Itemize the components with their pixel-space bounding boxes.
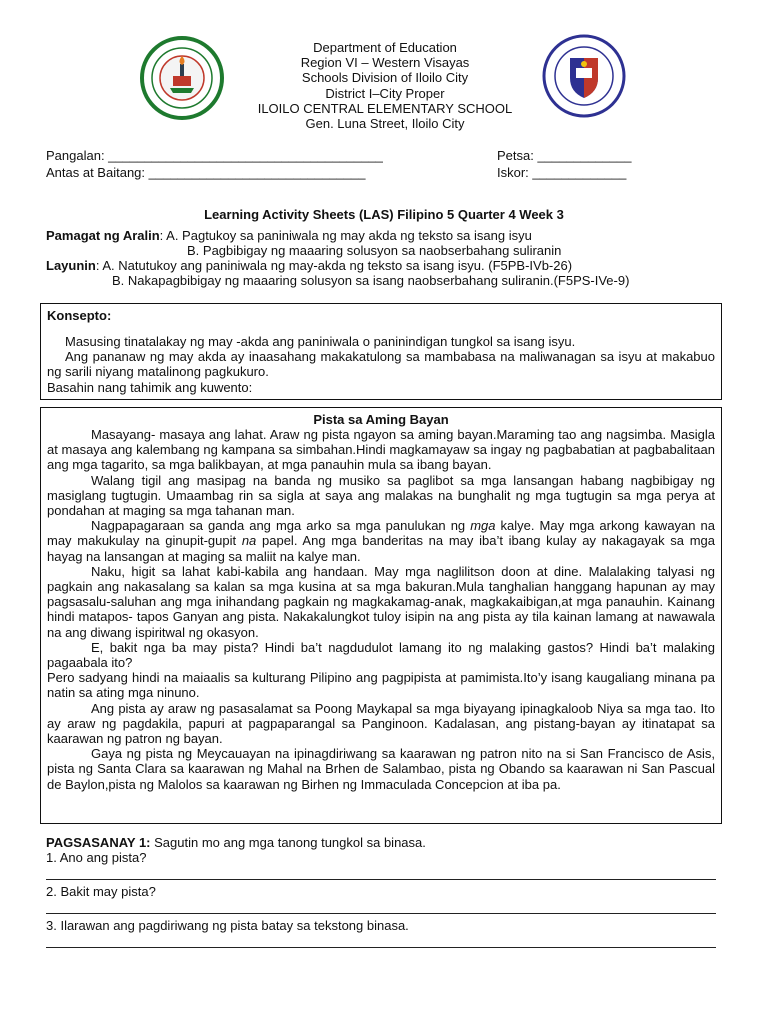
pagsasanay-instr: Sagutin mo ang mga tanong tungkol sa binasa.	[150, 835, 426, 850]
konsepto-label: Konsepto:	[47, 308, 112, 323]
pangalan-field[interactable]: Pangalan: ______________________________________	[46, 148, 383, 163]
header-line-1: Department of Education	[313, 40, 457, 55]
story-p3-italic-2: na	[241, 533, 257, 549]
antas-field[interactable]: Antas at Baitang: ______________________________	[46, 165, 366, 180]
las-title: Learning Activity Sheets (LAS) Filipino 5 Quarter 4 Week 3	[204, 207, 564, 222]
letterhead	[150, 40, 620, 131]
answer-line-3[interactable]	[46, 947, 716, 948]
story-p3b: kalye. May mga arkong kawayan na may makukulay na ginupit-gupit	[47, 518, 715, 549]
story-p6: Pero sadyang hindi na maiaalis sa kulturang Pilipino ang pagpipista at pamimista.Ito’y isang kaugaliang minana pa natin sa ating mga ninuno.	[47, 670, 715, 701]
question-3: 3. Ilarawan ang pagdiriwang ng pista batay sa tekstong binasa.	[46, 918, 409, 933]
header-line-6: Gen. Luna Street, Iloilo City	[305, 116, 465, 132]
layunin-b: B. Nakapagbibigay ng maaaring solusyon sa isang naobserbahang suliranin.(F5PS-IVe-9)	[112, 273, 630, 288]
story-p3-italic-1: mga	[470, 518, 496, 534]
header-line-2: Region VI – Western Visayas	[300, 55, 470, 71]
petsa-field[interactable]: Petsa: _____________	[497, 148, 632, 163]
header-line-5: ILOILO CENTRAL ELEMENTARY SCHOOL	[257, 100, 513, 116]
konsepto-p2: Ang pananaw ng may akda ay inaasahang makakatulong sa mambabasa na maliwanagan sa isyu at makabuo ng sarili niyang matalinong pagkukuro.	[47, 349, 715, 380]
answer-line-2[interactable]	[46, 913, 716, 914]
story-p3	[47, 518, 715, 564]
story-p3a: Nagpapagaraan sa ganda ang mga arko sa mga panulukan ng	[91, 518, 471, 534]
pagsasanay-heading	[46, 835, 426, 851]
question-2: 2. Bakit may pista?	[46, 884, 156, 899]
pamagat-b: B. Pagbibigay ng maaaring solusyon sa naobserbahang suliranin	[187, 243, 562, 258]
story-p7: Ang pista ay araw ng pasasalamat sa Poong Maykapal sa mga biyayang ipinagkaloob Niya sa mga tao. Ito ay araw ng pagdakila, papuri at pagpaparangal sa Panginoon. Kadalasan, ang pistang-bayan ay itinatapat sa kaarawan ng patron ng bayan.	[47, 700, 715, 747]
konsepto-p3: Basahin nang tahimik ang kuwento:	[47, 379, 253, 395]
story-p4: Naku, higit sa lahat kabi-kabila ang handaan. May mga naglilitson doon at dine. Malalaking talyasi ng pagkain ang nakasalang sa kalan sa mga kusina at sa mga bakuran.Mula tanghalian hanggang hapunan ay may pagsasalu-saluhan ang mga inihandang pagkain ng magkakamag-anak, magkakaibigan,at mga panauhin. Kainang hindi matapos- tapos Ganyan ang pista. Nakakalungkot tuloy isipin na ang pista ay tila kainan lamang at nawawala na ang diwang ispiritwal ng okasyon.	[47, 563, 715, 640]
story-p1: Masayang- masaya ang lahat. Araw ng pista ngayon sa aming bayan.Maraming tao ang nagsimba. Masigla at masaya ang kalembang ng kampana sa simbahan.Hindi magkamayaw sa ingay ng pagbabatian at pagbabalitaan ang mga tagarito, sa mga balikbayan, at mga panauhin mula sa ibang bayan.	[47, 427, 715, 473]
pamagat-label: Pamagat ng Aralin	[46, 228, 160, 243]
layunin-a	[46, 258, 572, 274]
story-box	[40, 407, 722, 824]
story-p8: Gaya ng pista ng Meycauayan na ipinagdiriwang sa kaarawan ng patron nito na si San Francisco de Asis, pista ng Santa Clara sa kaarawan ng Mahal na Brhen de Salambao, pista ng Obando sa kaarawan ni San Pascual de Baylon,pista ng Malolos sa kaarawan ng Birhen ng Immaculada Concepcion at iba pa.	[47, 746, 715, 792]
iskor-field[interactable]: Iskor: _____________	[497, 165, 627, 180]
konsepto-box	[40, 303, 722, 400]
answer-line-1[interactable]	[46, 879, 716, 880]
question-1: 1. Ano ang pista?	[46, 850, 147, 865]
pagsasanay-label: PAGSASANAY 1:	[46, 835, 151, 850]
story-title: Pista sa Aming Bayan	[313, 412, 449, 427]
story-p3c: papel. Ang mga banderitas na may iba’t ibang kulay ay nakagayak sa mga hayag na lansangan at maging sa maliit na kalye man.	[47, 533, 716, 564]
konsepto-p1: Masusing tinatalakay ng may -akda ang paniniwala o paninindigan tungkol sa isang isyu.	[65, 334, 576, 349]
pamagat-a-text: : A. Pagtukoy sa paniniwala ng may akda ng teksto sa isang isyu	[159, 228, 532, 243]
header-line-3: Schools Division of Iloilo City	[301, 70, 469, 86]
story-p5: E, bakit nga ba may pista? Hindi ba’t nagdudulot lamang ito ng malaking gastos? Hindi ba’t malaking pagaabala ito?	[47, 639, 715, 671]
layunin-a-text: : A. Natutukoy ang paniniwala ng may-akda ng teksto sa isang isyu. (F5PB-IVb-26)	[95, 258, 573, 273]
story-p2: Walang tigil ang masipag na banda ng musiko sa paglibot sa mga lansangan habang nagbibigay ng masiglang tugtugin. Umaambag rin sa sigla at saya ang malakas na bunghalit ng mga tugtugin sa mga perya at pondahan at maging sa mga tahanan man.	[47, 472, 715, 519]
layunin-label: Layunin	[46, 258, 96, 273]
header-line-4: District I–City Proper	[325, 85, 445, 101]
pamagat-a	[46, 228, 532, 244]
